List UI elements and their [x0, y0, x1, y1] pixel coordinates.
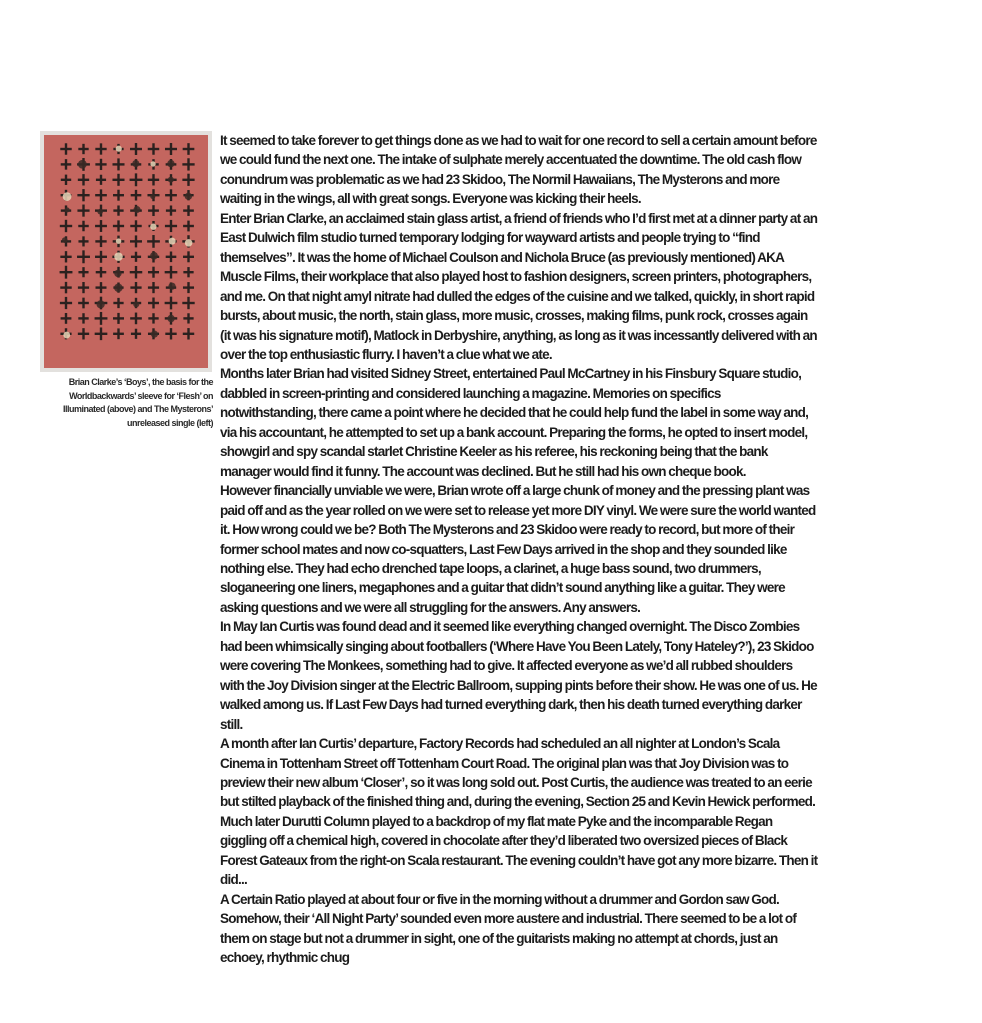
image-caption: Brian Clarke’s ‘Boys’, the basis for the Worldbackwards’ sleeve for ‘Flesh’ on Illuminated (above) and The Mysterons’ unreleased single (left): [62, 377, 213, 428]
paragraph: However financially unviable we were, Brian wrote off a large chunk of money and the pressing plant was paid off and as the year rolled on we were set to release yet more DIY vinyl. We were sure the world wanted it. How wrong could we be? Both The Mysterons and 23 Skidoo were ready to record, but more of their former school mates and now co-squatters, Last Few Days arrived in the shop and they sounded like nothing else. They had echo drenched tape loops, a clarinet, a huge bass sound, two drummers, sloganeering one liners, megaphones and a guitar that didn’t sound anything like a guitar. They were asking questions and we were all struggling for the answers. Any answers.: [220, 483, 816, 615]
paragraph: Enter Brian Clarke, an acclaimed stain glass artist, a friend of friends who I’d first met at a dinner party at an East Dulwich film studio turned temporary lodging for wayward artists and people trying to “find themselves”. It was the home of Michael Coulson and Nichola Bruce (as previously mentioned) AKA Muscle Films, their workplace that also played host to fashion designers, screen printers, photographers, and me. On that night amyl nitrate had dulled the edges of the cuisine and we talked, quickly, in short rapid bursts, about music, the north, stain glass, more music, crosses, making films, punk rock, crosses again (it was his signature motif), Matlock in Derbyshire, anything, as long as it was incessantly delivered with an over the top enthusiastic flurry. I haven’t a clue what we ate.: [220, 210, 818, 362]
artwork-image: [40, 131, 212, 372]
paragraph: It seemed to take forever to get things done as we had to wait for one record to sell a certain amount before we could fund the next one. The intake of sulphate merely accentuated the downtime. The old cash flow conundrum was problematic as we had 23 Skidoo, The Normil Hawaiians, The Mysterons and more waiting in the wings, all with great songs. Everyone was kicking their heels.: [220, 133, 817, 207]
paragraph: Months later Brian had visited Sidney Street, entertained Paul McCartney in his Finsbury Square studio, dabbled in screen-printing and considered launching a magazine. Memories on specifics notwithstanding, there came a point where he decided that he could help fund the label in some way and, via his accountant, he attempted to set up a bank account. Preparing the forms, he opted to insert model, showgirl and spy scandal starlet Christine Keeler as his referee, his reckoning being that the bank manager would find it funny. The account was declined. But he still had his own cheque book.: [220, 366, 809, 479]
article-body: [220, 131, 818, 967]
paragraph: A Certain Ratio played at about four or five in the morning without a drummer and Gordon saw God. Somehow, their ‘All Night Party’ sounded even more austere and industrial. There seemed to be a lot of them on stage but not a drummer in sight, one of the guitarists making no attempt at chords, just an echoey, rhythmic chug: [220, 891, 797, 966]
paragraph: In May Ian Curtis was found dead and it seemed like everything changed overnight. The Disco Zombies had been whimsically singing about footballers (‘Where Have You Been Lately, Tony Hateley?’), 23 Skidoo were covering The Monkees, something had to give. It affected everyone as we’d all rubbed shoulders with the Joy Division singer at the Electric Ballroom, supping pints before their show. He was one of us. He walked among us. If Last Few Days had turned everything dark, then his death turned everything darker still.: [220, 619, 817, 732]
paragraph: A month after Ian Curtis’ departure, Factory Records had scheduled an all nighter at London’s Scala Cinema in Tottenham Street off Tottenham Court Road. The original plan was that Joy Division was to preview their new album ‘Closer’, so it was long sold out. Post Curtis, the audience was treated to an eerie but stilted playback of the finished thing and, during the evening, Section 25 and Kevin Hewick performed. Much later Durutti Column played to a backdrop of my flat mate Pyke and the incomparable Regan giggling off a chemical high, covered in chocolate after they’d liberated two oversized pieces of Black Forest Gateaux from the right-on Scala restaurant. The evening couldn’t have got any more bizarre. Then it did...: [220, 736, 818, 888]
crosses-artwork: [44, 135, 208, 368]
